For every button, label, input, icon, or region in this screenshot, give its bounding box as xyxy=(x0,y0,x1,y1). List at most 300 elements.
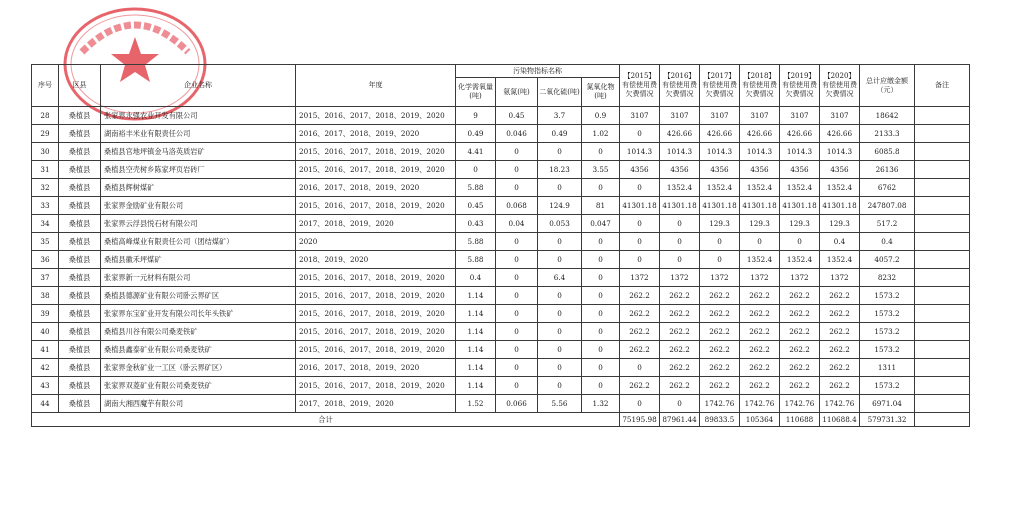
cell-nh3: 0.068 xyxy=(496,197,538,215)
cell-company: 张家界永强农业开发有限公司 xyxy=(101,107,296,125)
cell-2017: 41301.18 xyxy=(700,197,740,215)
cell-2015: 3107 xyxy=(620,107,660,125)
cell-years: 2015、2016、2017、2018、2019、2020 xyxy=(296,341,456,359)
cell-cod: 0 xyxy=(456,161,496,179)
cell-2016: 1372 xyxy=(660,269,700,287)
cell-county: 桑植县 xyxy=(59,395,101,413)
table-row xyxy=(32,341,970,359)
col-2018: 【2018】有偿使用费欠费情况 xyxy=(740,65,780,107)
cell-note xyxy=(915,233,970,251)
cell-company: 桑植县川谷有限公司桑麦铁矿 xyxy=(101,323,296,341)
cell-2017: 262.2 xyxy=(700,377,740,395)
cell-years: 2020 xyxy=(296,233,456,251)
cell-2019: 129.3 xyxy=(780,215,820,233)
totals-2016: 87961.44 xyxy=(660,413,700,427)
cell-2016: 1014.3 xyxy=(660,143,700,161)
table-row xyxy=(32,107,970,125)
cell-2017: 0 xyxy=(700,233,740,251)
cell-nox: 0 xyxy=(582,251,620,269)
cell-2018: 1352.4 xyxy=(740,251,780,269)
cell-2017: 262.2 xyxy=(700,305,740,323)
cell-2020: 262.2 xyxy=(820,323,860,341)
cell-2019: 1352.4 xyxy=(780,251,820,269)
cell-nh3: 0.066 xyxy=(496,395,538,413)
cell-2020: 3107 xyxy=(820,107,860,125)
cell-note xyxy=(915,143,970,161)
cell-2015: 262.2 xyxy=(620,323,660,341)
cell-total: 6762 xyxy=(860,179,915,197)
cell-2016: 262.2 xyxy=(660,359,700,377)
cell-note xyxy=(915,341,970,359)
cell-no: 31 xyxy=(32,161,59,179)
cell-total: 1311 xyxy=(860,359,915,377)
fee-arrears-table xyxy=(31,64,970,427)
cell-note xyxy=(915,377,970,395)
cell-county: 桑植县 xyxy=(59,251,101,269)
col-2020: 【2020】有偿使用费欠费情况 xyxy=(820,65,860,107)
cell-so2: 0 xyxy=(538,359,582,377)
cell-2018: 41301.18 xyxy=(740,197,780,215)
cell-2017: 262.2 xyxy=(700,359,740,377)
cell-total: 26136 xyxy=(860,161,915,179)
cell-2015: 262.2 xyxy=(620,305,660,323)
cell-company: 桑植县官地坪镇金马洛英质岩矿 xyxy=(101,143,296,161)
cell-2017: 4356 xyxy=(700,161,740,179)
cell-years: 2015、2016、2017、2018、2019、2020 xyxy=(296,323,456,341)
cell-company: 桑植高峰煤业有限责任公司（团结煤矿） xyxy=(101,233,296,251)
cell-2019: 3107 xyxy=(780,107,820,125)
cell-so2: 0 xyxy=(538,323,582,341)
cell-years: 2015、2016、2017、2018、2019、2020 xyxy=(296,107,456,125)
cell-years: 2015、2016、2017、2018、2019、2020 xyxy=(296,143,456,161)
cell-years: 2015、2016、2017、2018、2019、2020 xyxy=(296,197,456,215)
cell-so2: 0 xyxy=(538,287,582,305)
cell-cod: 0.45 xyxy=(456,197,496,215)
col-nh3: 氨氮(吨) xyxy=(496,78,538,107)
cell-2019: 262.2 xyxy=(780,287,820,305)
cell-2019: 41301.18 xyxy=(780,197,820,215)
cell-total: 0.4 xyxy=(860,233,915,251)
cell-county: 桑植县 xyxy=(59,377,101,395)
table-row xyxy=(32,359,970,377)
cell-2015: 262.2 xyxy=(620,341,660,359)
cell-2020: 41301.18 xyxy=(820,197,860,215)
col-2015: 【2015】有偿使用费欠费情况 xyxy=(620,65,660,107)
cell-no: 39 xyxy=(32,305,59,323)
table-row xyxy=(32,179,970,197)
cell-2018: 262.2 xyxy=(740,377,780,395)
cell-so2: 6.4 xyxy=(538,269,582,287)
col-so2: 二氧化硫(吨) xyxy=(538,78,582,107)
cell-cod: 0.43 xyxy=(456,215,496,233)
cell-company: 湖南裕丰米业有限责任公司 xyxy=(101,125,296,143)
cell-note xyxy=(915,107,970,125)
cell-total: 1573.2 xyxy=(860,377,915,395)
cell-note xyxy=(915,287,970,305)
totals-total: 579731.32 xyxy=(860,413,915,427)
cell-2020: 129.3 xyxy=(820,215,860,233)
cell-so2: 18.23 xyxy=(538,161,582,179)
cell-nh3: 0 xyxy=(496,179,538,197)
cell-so2: 0 xyxy=(538,233,582,251)
cell-cod: 1.14 xyxy=(456,287,496,305)
cell-2015: 1372 xyxy=(620,269,660,287)
col-2019: 【2019】有偿使用费欠费情况 xyxy=(780,65,820,107)
cell-2019: 262.2 xyxy=(780,377,820,395)
table-row xyxy=(32,125,970,143)
col-2017: 【2017】有偿使用费欠费情况 xyxy=(700,65,740,107)
cell-2016: 426.66 xyxy=(660,125,700,143)
cell-2015: 262.2 xyxy=(620,287,660,305)
col-no: 序号 xyxy=(32,65,59,107)
cell-nox: 1.02 xyxy=(582,125,620,143)
cell-so2: 0 xyxy=(538,143,582,161)
cell-2020: 262.2 xyxy=(820,341,860,359)
cell-no: 44 xyxy=(32,395,59,413)
cell-nox: 0 xyxy=(582,269,620,287)
cell-no: 41 xyxy=(32,341,59,359)
cell-no: 35 xyxy=(32,233,59,251)
cell-2017: 129.3 xyxy=(700,215,740,233)
cell-2018: 3107 xyxy=(740,107,780,125)
cell-company: 湖南大湘西魔芋有限公司 xyxy=(101,395,296,413)
cell-note xyxy=(915,161,970,179)
cell-total: 6971.04 xyxy=(860,395,915,413)
cell-2019: 1352.4 xyxy=(780,179,820,197)
cell-company: 张家界新一元材料有限公司 xyxy=(101,269,296,287)
cell-note xyxy=(915,215,970,233)
cell-company: 张家界东宝矿业开发有限公司长年头铁矿 xyxy=(101,305,296,323)
cell-so2: 0.053 xyxy=(538,215,582,233)
cell-nox: 0 xyxy=(582,359,620,377)
cell-cod: 9 xyxy=(456,107,496,125)
cell-2020: 262.2 xyxy=(820,377,860,395)
cell-no: 42 xyxy=(32,359,59,377)
cell-years: 2016、2017、2018、2019、2020 xyxy=(296,359,456,377)
cell-total: 2133.3 xyxy=(860,125,915,143)
cell-2019: 262.2 xyxy=(780,323,820,341)
col-note: 备注 xyxy=(915,65,970,107)
cell-company: 桑植县徽禾坪煤矿 xyxy=(101,251,296,269)
col-years: 年度 xyxy=(296,65,456,107)
cell-company: 张家界金励矿业有限公司 xyxy=(101,197,296,215)
cell-2015: 0 xyxy=(620,251,660,269)
cell-2020: 1352.4 xyxy=(820,251,860,269)
cell-no: 36 xyxy=(32,251,59,269)
cell-2016: 262.2 xyxy=(660,287,700,305)
cell-2020: 262.2 xyxy=(820,305,860,323)
cell-years: 2015、2016、2017、2018、2019、2020 xyxy=(296,305,456,323)
cell-2020: 1742.76 xyxy=(820,395,860,413)
cell-2020: 1372 xyxy=(820,269,860,287)
cell-nox: 0 xyxy=(582,233,620,251)
table-row xyxy=(32,305,970,323)
cell-2020: 426.66 xyxy=(820,125,860,143)
cell-2016: 41301.18 xyxy=(660,197,700,215)
cell-county: 桑植县 xyxy=(59,197,101,215)
cell-note xyxy=(915,179,970,197)
cell-2019: 262.2 xyxy=(780,341,820,359)
cell-cod: 0.49 xyxy=(456,125,496,143)
cell-2019: 4356 xyxy=(780,161,820,179)
cell-nox: 0 xyxy=(582,287,620,305)
cell-2015: 0 xyxy=(620,125,660,143)
table-row xyxy=(32,215,970,233)
cell-so2: 0 xyxy=(538,179,582,197)
cell-2016: 0 xyxy=(660,395,700,413)
cell-2015: 262.2 xyxy=(620,377,660,395)
cell-2017: 3107 xyxy=(700,107,740,125)
cell-total: 6085.8 xyxy=(860,143,915,161)
cell-nox: 0 xyxy=(582,143,620,161)
col-nox: 氮氧化物(吨) xyxy=(582,78,620,107)
cell-no: 34 xyxy=(32,215,59,233)
totals-row xyxy=(32,413,970,427)
cell-so2: 5.56 xyxy=(538,395,582,413)
cell-county: 桑植县 xyxy=(59,305,101,323)
cell-2016: 262.2 xyxy=(660,377,700,395)
table-row xyxy=(32,395,970,413)
cell-note xyxy=(915,197,970,215)
cell-nh3: 0 xyxy=(496,305,538,323)
cell-2016: 1352.4 xyxy=(660,179,700,197)
cell-no: 32 xyxy=(32,179,59,197)
col-total: 总计应缴金额（元） xyxy=(860,65,915,107)
cell-county: 桑植县 xyxy=(59,107,101,125)
cell-2016: 0 xyxy=(660,215,700,233)
cell-nh3: 0.04 xyxy=(496,215,538,233)
cell-county: 桑植县 xyxy=(59,179,101,197)
cell-2018: 0 xyxy=(740,233,780,251)
cell-2015: 0 xyxy=(620,359,660,377)
col-2016: 【2016】有偿使用费欠费情况 xyxy=(660,65,700,107)
cell-2017: 262.2 xyxy=(700,323,740,341)
cell-nh3: 0 xyxy=(496,341,538,359)
cell-2016: 3107 xyxy=(660,107,700,125)
cell-total: 1573.2 xyxy=(860,323,915,341)
cell-2017: 1014.3 xyxy=(700,143,740,161)
cell-nox: 0.047 xyxy=(582,215,620,233)
table-row xyxy=(32,143,970,161)
col-cod: 化学需氧量(吨) xyxy=(456,78,496,107)
cell-2019: 262.2 xyxy=(780,359,820,377)
cell-2015: 0 xyxy=(620,233,660,251)
cell-2017: 426.66 xyxy=(700,125,740,143)
table-row xyxy=(32,233,970,251)
cell-2018: 1742.76 xyxy=(740,395,780,413)
cell-2017: 1372 xyxy=(700,269,740,287)
cell-cod: 5.88 xyxy=(456,251,496,269)
cell-no: 30 xyxy=(32,143,59,161)
cell-years: 2015、2016、2017、2018、2019、2020 xyxy=(296,287,456,305)
cell-cod: 1.14 xyxy=(456,305,496,323)
cell-2018: 426.66 xyxy=(740,125,780,143)
cell-2018: 262.2 xyxy=(740,287,780,305)
cell-years: 2017、2018、2019、2020 xyxy=(296,395,456,413)
cell-cod: 4.41 xyxy=(456,143,496,161)
cell-note xyxy=(915,323,970,341)
cell-cod: 1.14 xyxy=(456,359,496,377)
cell-2018: 262.2 xyxy=(740,305,780,323)
cell-so2: 124.9 xyxy=(538,197,582,215)
totals-2015: 75195.98 xyxy=(620,413,660,427)
cell-note xyxy=(915,359,970,377)
cell-no: 38 xyxy=(32,287,59,305)
cell-so2: 0 xyxy=(538,251,582,269)
cell-total: 8232 xyxy=(860,269,915,287)
cell-so2: 0 xyxy=(538,377,582,395)
cell-no: 29 xyxy=(32,125,59,143)
cell-cod: 5.88 xyxy=(456,233,496,251)
cell-years: 2015、2016、2017、2018、2019、2020 xyxy=(296,269,456,287)
cell-county: 桑植县 xyxy=(59,161,101,179)
totals-2017: 89833.5 xyxy=(700,413,740,427)
table-row xyxy=(32,251,970,269)
cell-2020: 262.2 xyxy=(820,359,860,377)
table-row xyxy=(32,269,970,287)
cell-nh3: 0 xyxy=(496,323,538,341)
cell-note xyxy=(915,305,970,323)
col-county: 区县 xyxy=(59,65,101,107)
cell-total: 18642 xyxy=(860,107,915,125)
cell-no: 33 xyxy=(32,197,59,215)
cell-county: 桑植县 xyxy=(59,215,101,233)
cell-2015: 41301.18 xyxy=(620,197,660,215)
cell-total: 4057.2 xyxy=(860,251,915,269)
cell-2019: 262.2 xyxy=(780,305,820,323)
totals-2020: 110688.4 xyxy=(820,413,860,427)
cell-2017: 1352.4 xyxy=(700,179,740,197)
table-row xyxy=(32,377,970,395)
cell-2019: 426.66 xyxy=(780,125,820,143)
cell-cod: 0.4 xyxy=(456,269,496,287)
cell-note xyxy=(915,269,970,287)
table-row xyxy=(32,161,970,179)
cell-company: 桑植县德源矿业有限公司卧云界矿区 xyxy=(101,287,296,305)
cell-company: 桑植县空壳树乡陈家坪页岩砖厂 xyxy=(101,161,296,179)
cell-nh3: 0 xyxy=(496,251,538,269)
cell-years: 2016、2017、2018、2019、2020 xyxy=(296,179,456,197)
cell-cod: 1.14 xyxy=(456,323,496,341)
cell-total: 1573.2 xyxy=(860,305,915,323)
cell-2019: 0 xyxy=(780,233,820,251)
cell-years: 2017、2018、2019、2020 xyxy=(296,215,456,233)
cell-nox: 0 xyxy=(582,305,620,323)
cell-years: 2018、2019、2020 xyxy=(296,251,456,269)
cell-2017: 262.2 xyxy=(700,341,740,359)
cell-years: 2015、2016、2017、2018、2019、2020 xyxy=(296,377,456,395)
cell-years: 2015、2016、2017、2018、2019、2020 xyxy=(296,161,456,179)
cell-2018: 262.2 xyxy=(740,359,780,377)
cell-cod: 5.88 xyxy=(456,179,496,197)
cell-company: 张家界云浮县悦石材有限公司 xyxy=(101,215,296,233)
cell-2016: 0 xyxy=(660,233,700,251)
cell-no: 28 xyxy=(32,107,59,125)
cell-nh3: 0 xyxy=(496,377,538,395)
cell-nox: 3.55 xyxy=(582,161,620,179)
cell-county: 桑植县 xyxy=(59,125,101,143)
cell-no: 40 xyxy=(32,323,59,341)
cell-nh3: 0.45 xyxy=(496,107,538,125)
cell-county: 桑植县 xyxy=(59,269,101,287)
cell-nh3: 0 xyxy=(496,359,538,377)
cell-total: 1573.2 xyxy=(860,341,915,359)
cell-years: 2016、2017、2018、2019、2020 xyxy=(296,125,456,143)
cell-2018: 129.3 xyxy=(740,215,780,233)
col-company: 企业名称 xyxy=(101,65,296,107)
totals-note xyxy=(915,413,970,427)
cell-2019: 1014.3 xyxy=(780,143,820,161)
cell-2018: 1372 xyxy=(740,269,780,287)
cell-cod: 1.14 xyxy=(456,341,496,359)
cell-nox: 81 xyxy=(582,197,620,215)
cell-2017: 262.2 xyxy=(700,287,740,305)
cell-2018: 1014.3 xyxy=(740,143,780,161)
totals-label: 合计 xyxy=(32,413,620,427)
cell-nh3: 0 xyxy=(496,233,538,251)
cell-nox: 0 xyxy=(582,179,620,197)
cell-company: 桑植县辉树煤矿 xyxy=(101,179,296,197)
cell-nox: 0 xyxy=(582,377,620,395)
cell-cod: 1.14 xyxy=(456,377,496,395)
cell-county: 桑植县 xyxy=(59,341,101,359)
cell-2020: 1014.3 xyxy=(820,143,860,161)
cell-total: 247807.08 xyxy=(860,197,915,215)
cell-2016: 262.2 xyxy=(660,341,700,359)
cell-2015: 4356 xyxy=(620,161,660,179)
cell-note xyxy=(915,125,970,143)
cell-2020: 1352.4 xyxy=(820,179,860,197)
cell-total: 517.2 xyxy=(860,215,915,233)
col-group-pollutants: 污染物指标名称 xyxy=(456,65,620,78)
cell-2017: 0 xyxy=(700,251,740,269)
cell-nh3: 0 xyxy=(496,287,538,305)
cell-nox: 0 xyxy=(582,323,620,341)
cell-county: 桑植县 xyxy=(59,323,101,341)
cell-county: 桑植县 xyxy=(59,287,101,305)
table-row xyxy=(32,287,970,305)
table-row xyxy=(32,197,970,215)
cell-company: 张家界双菱矿业有限公司桑麦铁矿 xyxy=(101,377,296,395)
cell-2018: 1352.4 xyxy=(740,179,780,197)
totals-2018: 105364 xyxy=(740,413,780,427)
cell-county: 桑植县 xyxy=(59,359,101,377)
cell-2016: 262.2 xyxy=(660,305,700,323)
cell-so2: 0.49 xyxy=(538,125,582,143)
cell-2020: 262.2 xyxy=(820,287,860,305)
cell-county: 桑植县 xyxy=(59,233,101,251)
cell-2020: 0.4 xyxy=(820,233,860,251)
cell-2018: 262.2 xyxy=(740,323,780,341)
cell-total: 1573.2 xyxy=(860,287,915,305)
cell-2015: 0 xyxy=(620,395,660,413)
cell-2020: 4356 xyxy=(820,161,860,179)
cell-2015: 1014.3 xyxy=(620,143,660,161)
cell-note xyxy=(915,251,970,269)
cell-2016: 262.2 xyxy=(660,323,700,341)
cell-so2: 3.7 xyxy=(538,107,582,125)
cell-county: 桑植县 xyxy=(59,143,101,161)
cell-nh3: 0 xyxy=(496,161,538,179)
cell-2019: 1742.76 xyxy=(780,395,820,413)
cell-company: 桑植县鑫泰矿业有限公司桑麦铁矿 xyxy=(101,341,296,359)
cell-nox: 0 xyxy=(582,341,620,359)
cell-nox: 0.9 xyxy=(582,107,620,125)
cell-note xyxy=(915,395,970,413)
cell-no: 37 xyxy=(32,269,59,287)
cell-so2: 0 xyxy=(538,305,582,323)
cell-nox: 1.32 xyxy=(582,395,620,413)
